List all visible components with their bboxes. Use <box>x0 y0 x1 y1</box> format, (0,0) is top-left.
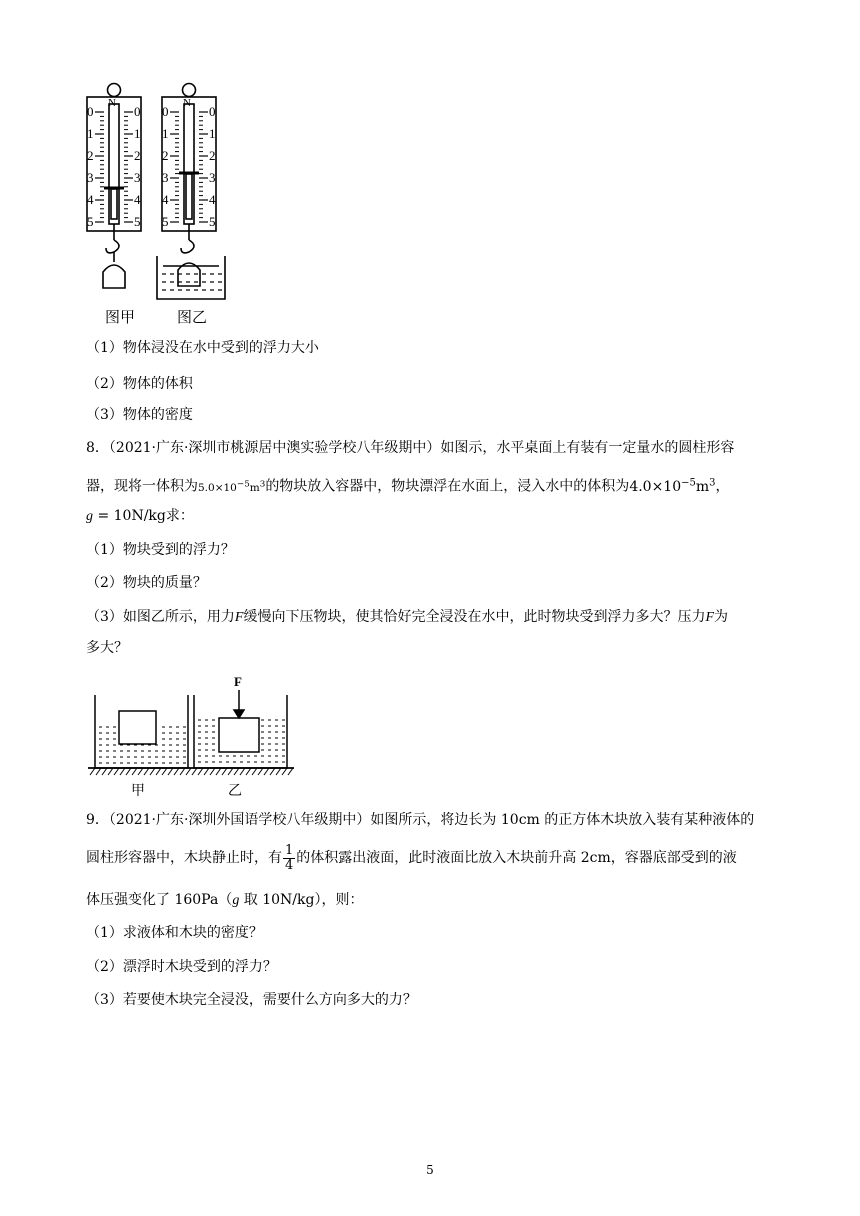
q8-part-1: （1）物块受到的浮力？ <box>86 542 235 558</box>
hatch-line <box>210 768 215 775</box>
q8-intro-line-2: 器，现将一体积为$5.0\times 10^{-5}m^3$的物块放入容器中，物块漂浮在水面上，浸入水中的体积为$4.0\times 10^{-5}m^3$， <box>86 477 730 495</box>
hatch-line <box>138 768 143 775</box>
hatch-line <box>120 768 125 775</box>
hatch-line <box>222 768 227 775</box>
hatch-line <box>228 768 233 775</box>
hatch-line <box>180 768 185 775</box>
scale-tick-label-left: 3 <box>162 170 169 185</box>
q8-part-2: （2）物块的质量？ <box>86 575 207 591</box>
q9-part-3: （3）若要使木块完全浸没，需要什么方向多大的力？ <box>86 992 417 1008</box>
figure2-label-b: 乙 <box>228 783 242 799</box>
scale-tick-label-left: 0 <box>162 104 169 119</box>
q9-intro-line-2: 圆柱形容器中，木块静止时，有 $\frac{1}{4}$ 的体积露出液面，此时液面比放入木块前升高 2cm，容器底部受到的液 <box>86 842 737 873</box>
q8-g-line: g = 10N/kg求： <box>86 508 194 524</box>
hatch-line <box>90 768 95 775</box>
q8-part-3: （3）如图乙所示，用力F缓慢向下压物块，使其恰好完全浸没在水中，此时物块受到浮力多大？压力F为 <box>86 609 729 625</box>
volume-1: $5.0\times 10^{-5}m^3$ <box>198 479 266 494</box>
scale-tick-label-left: 5 <box>87 214 94 229</box>
hatch-line <box>150 768 155 775</box>
q9-intro-line-1: 9．（2021·广东·深圳外国语学校八年级期中）如图所示，将边长为 10cm 的正方体木块放入装有某种液体的 <box>86 812 755 828</box>
q9-part-2: （2）漂浮时木块受到的浮力？ <box>86 959 277 975</box>
volume-2: $4.0\times 10^{-5}m^3$ <box>629 477 716 495</box>
q7-part-2: （2）物体的体积 <box>86 376 193 392</box>
scale-tick-label-right: 5 <box>134 214 141 229</box>
fraction-one-quarter: $\frac{1}{4}$ <box>285 842 294 873</box>
hatch-line <box>132 768 137 775</box>
q8-part-3-cont: 多大？ <box>86 640 128 656</box>
scale-a-unit: N <box>108 97 116 109</box>
figure2-label-a: 甲 <box>131 783 145 799</box>
container-figure <box>0 670 860 810</box>
hatch-line <box>174 768 179 775</box>
scale-tick-label-right: 4 <box>209 192 216 207</box>
hatch-line <box>198 768 203 775</box>
hatch-line <box>252 768 257 775</box>
hatch-line <box>216 768 221 775</box>
scale-tick-label-left: 0 <box>87 104 94 119</box>
q8-intro-line-1: 8．（2021·广东·深圳市桃源居中澳实验学校八年级期中）如图示，水平桌面上有装有一定量水的圆柱形容 <box>86 440 735 456</box>
hatch-line <box>156 768 161 775</box>
q7-part-3: （3）物体的密度 <box>86 407 193 423</box>
scale-tick-label-right: 2 <box>134 148 141 163</box>
scale-tick-label-left: 1 <box>162 126 169 141</box>
scale-tick-label-right: 3 <box>134 170 141 185</box>
scale-tick-label-left: 2 <box>162 148 169 163</box>
hatch-line <box>234 768 239 775</box>
force-label: F <box>234 674 242 689</box>
hatch-line <box>162 768 167 775</box>
floor-hatching <box>90 768 293 775</box>
hatch-line <box>258 768 263 775</box>
scale-tick-label-right: 1 <box>209 126 216 141</box>
figure-label-a: 图甲 <box>105 308 136 326</box>
hatch-line <box>186 768 191 775</box>
page-number: 5 <box>426 1163 434 1177</box>
hatch-line <box>282 768 287 775</box>
scale-tick-label-right: 0 <box>209 104 216 119</box>
hatch-line <box>144 768 149 775</box>
hatch-line <box>288 768 293 775</box>
scale-tick-label-left: 4 <box>87 192 94 207</box>
hatch-line <box>126 768 131 775</box>
hatch-line <box>204 768 209 775</box>
beaker-water-dashes <box>162 274 222 290</box>
scale-tick-label-left: 1 <box>87 126 94 141</box>
scale-tick-label-right: 1 <box>134 126 141 141</box>
figure-label-b: 图乙 <box>177 308 208 326</box>
spring-scale-a <box>87 84 141 289</box>
hatch-line <box>246 768 251 775</box>
hatch-line <box>114 768 119 775</box>
hatch-line <box>192 768 197 775</box>
scale-tick-label-left: 3 <box>87 170 94 185</box>
q9-part-1: （1）求液体和木块的密度？ <box>86 925 263 941</box>
scale-tick-label-left: 4 <box>162 192 169 207</box>
scale-tick-label-right: 3 <box>209 170 216 185</box>
scale-tick-label-right: 5 <box>209 214 216 229</box>
spring-scale-figure <box>0 0 860 300</box>
hatch-line <box>102 768 107 775</box>
hatch-line <box>270 768 275 775</box>
scale-tick-label-right: 4 <box>134 192 141 207</box>
hatch-line <box>240 768 245 775</box>
scale-tick-label-right: 2 <box>209 148 216 163</box>
hatch-line <box>276 768 281 775</box>
scale-tick-label-left: 2 <box>87 148 94 163</box>
scale-tick-label-left: 5 <box>162 214 169 229</box>
scale-tick-label-right: 0 <box>134 104 141 119</box>
q9-intro-line-3: 体压强变化了 160Pa（g 取 10N/kg），则： <box>86 892 364 908</box>
hatch-line <box>96 768 101 775</box>
hatch-line <box>264 768 269 775</box>
hatch-line <box>108 768 113 775</box>
scale-b-unit: N <box>183 97 191 109</box>
q7-part-1: （1）物体浸没在水中受到的浮力大小 <box>86 340 319 356</box>
hatch-line <box>168 768 173 775</box>
